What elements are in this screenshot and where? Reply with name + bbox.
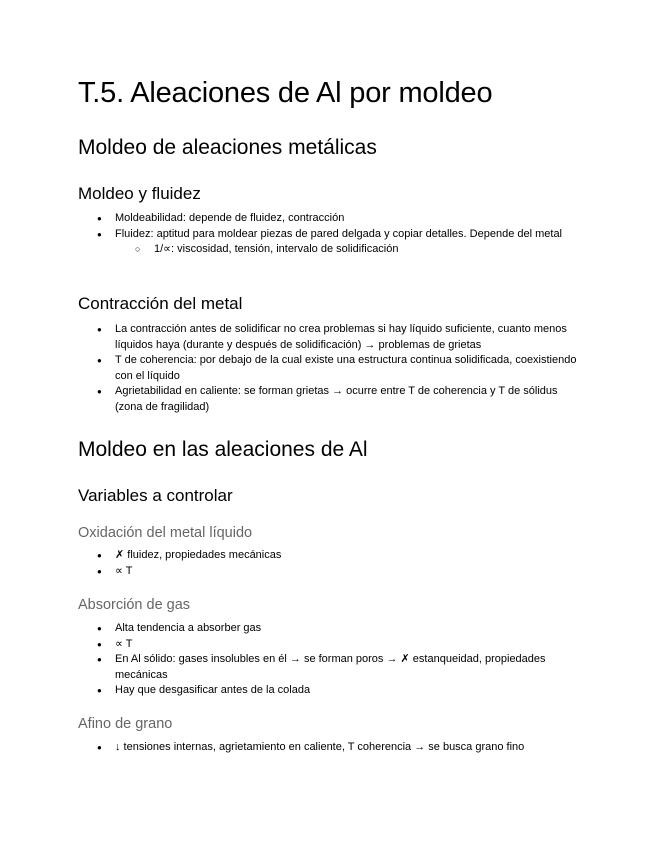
bullet-icon: ● bbox=[97, 551, 102, 560]
list-absorcion-gas bbox=[78, 621, 578, 699]
bullet-icon: ● bbox=[97, 214, 102, 223]
list-item: ● Alta tendencia a absorber gas bbox=[78, 621, 578, 637]
bullet-icon: ● bbox=[97, 325, 102, 334]
bullet-icon: ● bbox=[97, 387, 102, 397]
bullet-icon: ● bbox=[97, 655, 102, 665]
bullet-icon: ● bbox=[97, 743, 102, 752]
minor-heading-afino-grano: Afino de grano bbox=[78, 716, 173, 732]
list-item: ● Hay que desgasificar antes de la colada bbox=[78, 683, 578, 699]
list-item: ● Fluidez: aptitud para moldear piezas de pared delgada y copiar detalles. Depende del metal bbox=[78, 227, 578, 243]
bullet-icon: ● bbox=[97, 566, 102, 576]
list-oxidacion bbox=[78, 548, 578, 579]
bullet-icon: ● bbox=[97, 229, 102, 239]
bullet-icon: ● bbox=[97, 624, 102, 633]
subheading-moldeo-fluidez: Moldeo y fluidez bbox=[78, 184, 201, 203]
list-item: ● ∝ T bbox=[78, 564, 578, 580]
bullet-icon: ● bbox=[97, 686, 102, 696]
page-title: T.5. Aleaciones de Al por moldeo bbox=[78, 77, 493, 109]
list-subitem: ○ 1/∝: viscosidad, tensión, intervalo de solidificación bbox=[78, 242, 578, 258]
list-moldeo-fluidez bbox=[78, 211, 578, 258]
list-item: ● Moldeabilidad: depende de fluidez, contracción bbox=[78, 211, 578, 227]
list-item: ● ✗ fluidez, propiedades mecánicas bbox=[78, 548, 578, 564]
list-afino-grano bbox=[78, 740, 578, 756]
bullet-icon: ● bbox=[97, 356, 102, 366]
list-item: ● La contracción antes de solidificar no crea problemas si hay líquido suficiente, cuanto menos líquidos haya (durante y después de solidificación) → problemas de grietas bbox=[97, 323, 567, 351]
list-item: ● ↓ tensiones internas, agrietamiento en caliente, T coherencia → se busca grano fino bbox=[78, 740, 578, 756]
list-item: ● ∝ T bbox=[78, 637, 578, 653]
subheading-contraccion-metal: Contracción del metal bbox=[78, 294, 243, 313]
list-contraccion-metal bbox=[78, 322, 578, 416]
minor-heading-oxidacion: Oxidación del metal líquido bbox=[78, 525, 253, 541]
list-item: ● Agrietabilidad en caliente: se forman grietas → ocurre entre T de coherencia y T de sólidus (zona de fragilidad) bbox=[97, 385, 558, 413]
section-heading-moldeo-aleaciones: Moldeo de aleaciones metálicas bbox=[78, 136, 377, 159]
minor-heading-absorcion-gas: Absorción de gas bbox=[78, 597, 191, 613]
list-item: ● En Al sólido: gases insolubles en él → se forman poros → ✗ estanqueidad, propiedades mecánicas bbox=[97, 653, 546, 681]
bullet-icon: ● bbox=[97, 639, 102, 649]
list-item: ● T de coherencia: por debajo de la cual existe una estructura continua solidificada, coexistiendo con el líquido bbox=[97, 354, 577, 382]
section-heading-moldeo-al: Moldeo en las aleaciones de Al bbox=[78, 438, 368, 461]
subheading-variables-controlar: Variables a controlar bbox=[78, 486, 233, 505]
hollow-bullet-icon: ○ bbox=[135, 244, 141, 255]
